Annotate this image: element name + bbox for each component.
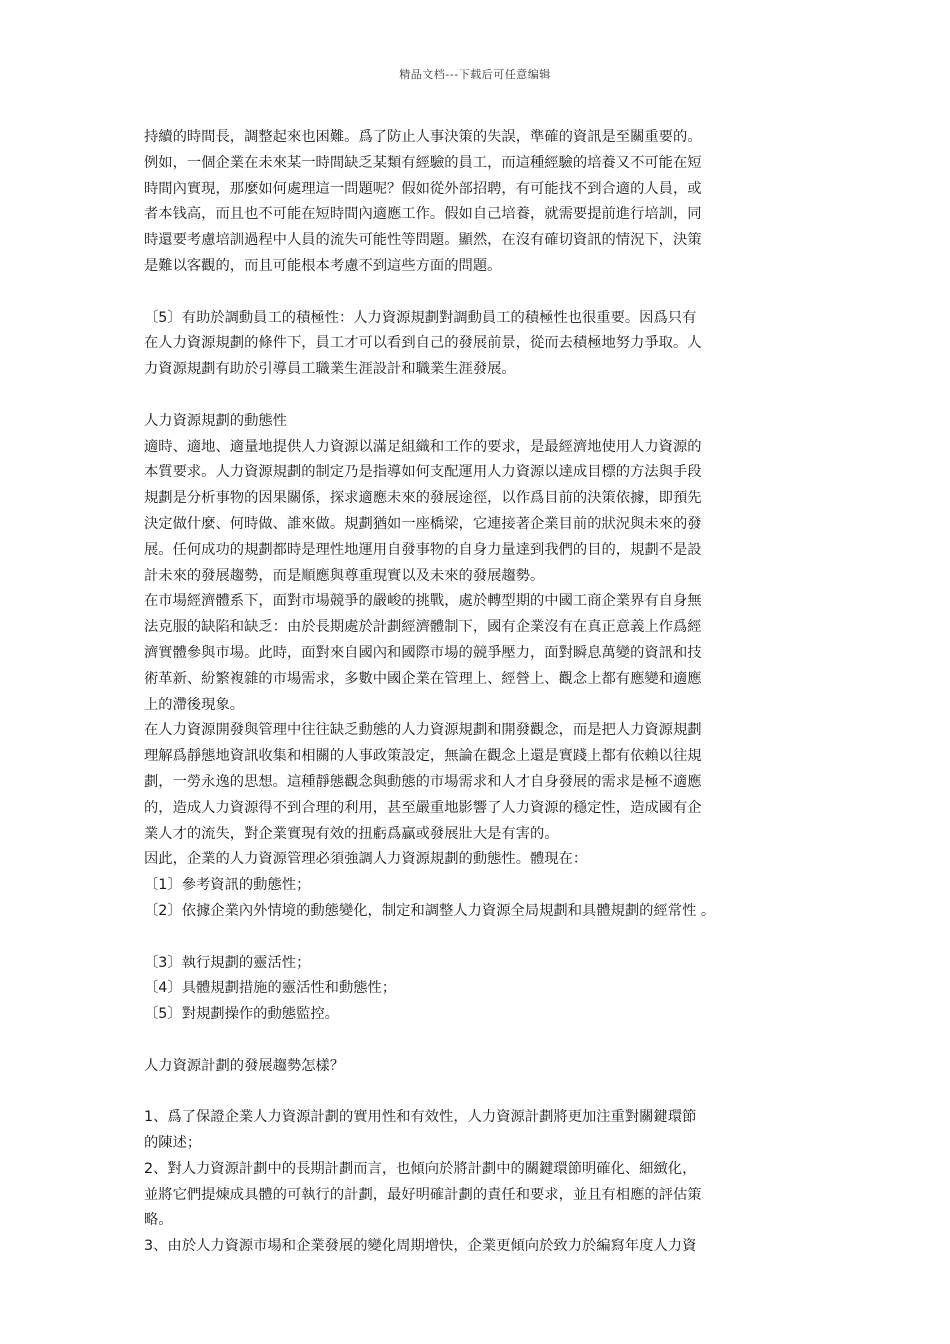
text-line: 計未來的發展趨勢，而是順應與尊重現實以及未來的發展趨勢。 — [144, 567, 545, 584]
text-line: 理解爲靜態地資訊收集和相關的人事政策設定，無論在觀念上還是實踐上都有依賴以往規 — [144, 748, 702, 765]
text-line: 術革新、紛繁複雜的市場需求，多數中國企業在管理上、經營上、觀念上都有應變和適應 — [144, 670, 702, 687]
text-line: 因此，企業的人力資源管理必須強調人力資源規劃的動態性。體現在： — [144, 851, 588, 868]
text-line: 〔1〕參考資訊的動態性； — [144, 877, 311, 894]
text-line: 決定做什麼、何時做、誰來做。規劃猶如一座橋梁，它連接著企業目前的狀況與未來的發 — [144, 515, 702, 532]
text-line: 力資源規劃有助於引導員工職業生涯設計和職業生涯發展。 — [144, 361, 516, 378]
text-line: 1、爲了保證企業人力資源計劃的實用性和有效性，人力資源計劃將更加注重對關鍵環節 — [144, 1109, 697, 1126]
blank-line — [144, 1028, 812, 1054]
text-line: 適時、適地、適量地提供人力資源以滿足組織和工作的要求，是最經濟地使用人力資源的 — [144, 438, 702, 455]
text-line: 人力資源計劃的發展趨勢怎樣？ — [144, 1057, 345, 1074]
text-line: 〔4〕具體規劃措施的靈活性和動態性； — [144, 980, 397, 997]
text-line: 並將它們提煉成具體的可執行的計劃，最好明確計劃的責任和要求，並且有相應的評估策 — [144, 1186, 702, 1203]
text-line: 3、由於人力資源市場和企業發展的變化周期增快，企業更傾向於致力於編寫年度人力資 — [144, 1238, 697, 1255]
text-line: 的，造成人力資源得不到合理的利用，甚至嚴重地影響了人力資源的穩定性，造成國有企 — [144, 799, 702, 816]
text-line: 在人力資源規劃的條件下，員工才可以看到自己的發展前景，從而去積極地努力爭取。人 — [144, 335, 702, 352]
text-line: 持續的時間長，調整起來也困難。爲了防止人事決策的失誤，準確的資訊是至關重要的。 — [144, 129, 702, 145]
text-line: 在市場經濟體系下，面對市場競爭的嚴峻的挑戰，處於轉型期的中國工商企業界有自身無 — [144, 593, 702, 610]
document-body — [144, 125, 812, 1260]
text-line: 在人力資源開發與管理中往往缺乏動態的人力資源規劃和開發觀念，而是把人力資源規劃 — [144, 722, 702, 739]
blank-line — [144, 925, 812, 951]
text-line: 的陳述； — [144, 1135, 202, 1152]
page-header: 精品文档---下载后可任意编辑 — [399, 68, 551, 81]
text-line: 法克服的缺陷和缺乏：由於長期處於計劃經濟體制下，國有企業沒有在真正意義上作爲經 — [144, 619, 702, 636]
text-line: 上的滯後現象。 — [144, 696, 245, 713]
text-line: 2、對人力資源計劃中的長期計劃而言，也傾向於將計劃中的關鍵環節明確化、細緻化， — [144, 1160, 697, 1177]
text-line: 劃，一勞永逸的思想。這種靜態觀念與動態的市場需求和人才自身發展的需求是極不適應 — [144, 773, 702, 790]
blank-line — [144, 1079, 812, 1105]
text-line: 〔2〕依據企業內外情境的動態變化，制定和調整人力資源全局規劃和具體規劃的經常性 。 — [144, 902, 716, 919]
text-line: 例如，一個企業在未來某一時間缺乏某類有經驗的員工，而這種經驗的培養又不可能在短 — [144, 154, 702, 171]
blank-line — [144, 383, 812, 409]
text-line: 展。任何成功的規劃都時是理性地運用自發事物的自身力量達到我們的目的，規劃不是設 — [144, 541, 702, 558]
text-line: 人力資源規劃的動態性 — [144, 412, 287, 429]
text-line: 時還要考慮培訓過程中人員的流失可能性等問題。顯然，在沒有確切資訊的情況下，決策 — [144, 232, 702, 249]
text-line: 〔3〕執行規劃的靈活性； — [144, 954, 311, 971]
text-line: 規劃是分析事物的因果關係，探求適應未來的發展途徑，以作爲目前的決策依據，即預先 — [144, 490, 702, 507]
text-line: 略。 — [144, 1212, 173, 1229]
text-line: 〔5〕有助於調動員工的積極性：人力資源規劃對調動員工的積極性也很重要。因爲只有 — [144, 309, 697, 326]
text-line: 時間內實現，那麼如何處理這一問題呢？假如從外部招聘，有可能找不到合適的人員，或 — [144, 180, 702, 197]
text-line: 者本钱高，而且也不可能在短時間內適應工作。假如自己培養，就需要提前進行培訓，同 — [144, 206, 702, 223]
text-line: 〔5〕對規劃操作的動態監控。 — [144, 1006, 339, 1023]
text-line: 濟實體參與市場。此時，面對來自國內和國際市場的競爭壓力，面對瞬息萬變的資訊和技 — [144, 644, 702, 661]
text-line: 本質要求。人力資源規劃的制定乃是指導如何支配運用人力資源以達成目標的方法與手段 — [144, 464, 702, 481]
blank-line — [144, 280, 812, 306]
text-line: 是難以客觀的，而且可能根本考慮不到這些方面的問題。 — [144, 257, 502, 274]
text-line: 業人才的流失，對企業實現有效的扭虧爲贏或發展壯大是有害的。 — [144, 825, 559, 842]
